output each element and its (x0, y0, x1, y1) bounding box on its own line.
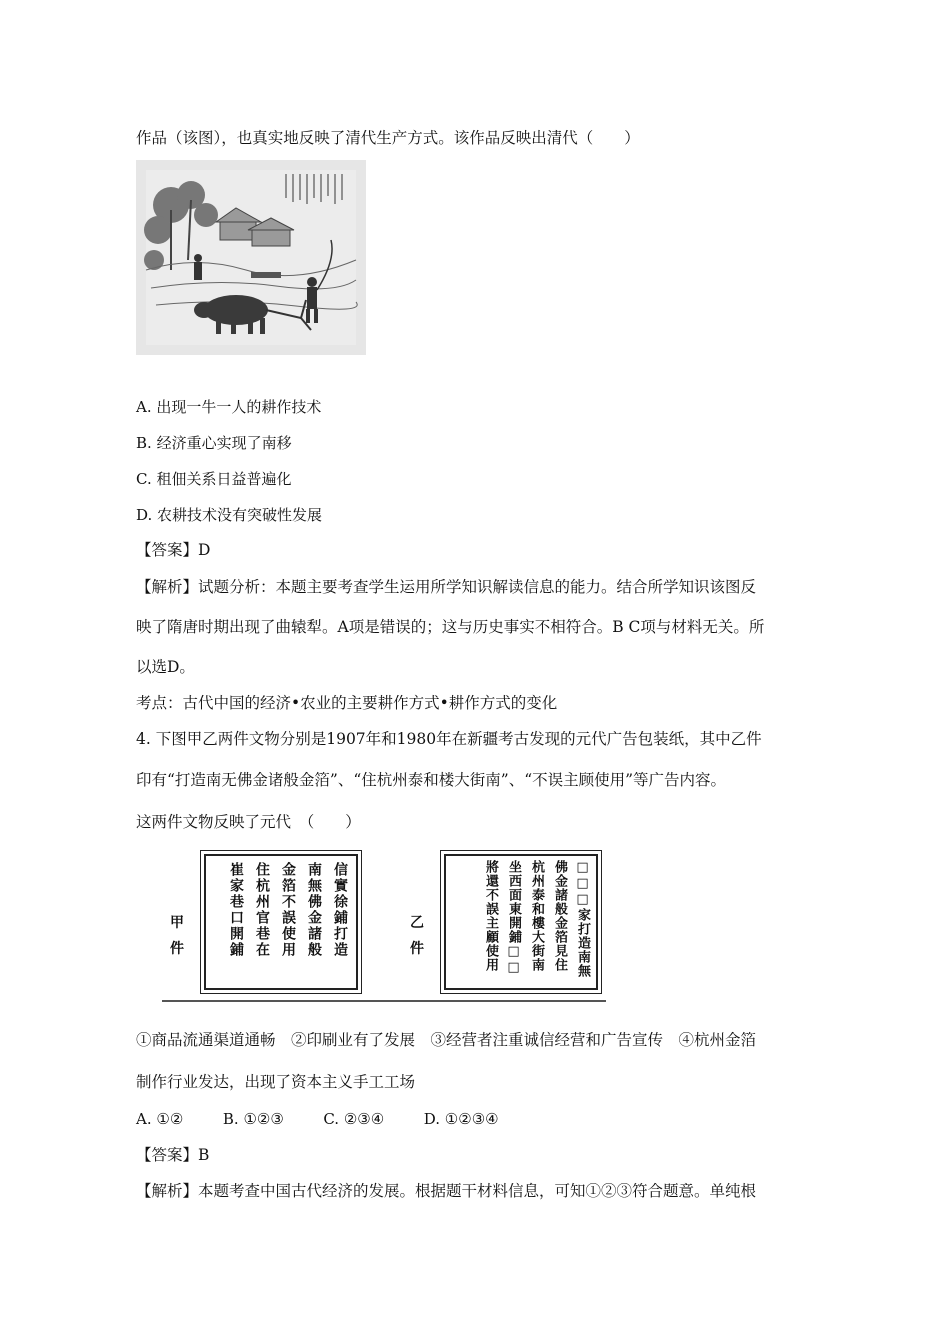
answer-label: 【答案】 (136, 541, 199, 559)
jia-artifact (204, 854, 358, 990)
q4-statements-line-2: 制作行业发达，出现了资本主义手工工场 (136, 1073, 416, 1091)
option-letter: D. (136, 506, 153, 524)
yi-label (410, 910, 424, 962)
analysis-text: 本题考查中国古代经济的发展。根据题干材料信息，可知①②③符合题意。单纯根 (198, 1182, 757, 1200)
yi-column: 坐西面東開鋪□□ (506, 860, 521, 976)
plowing-painting-image (136, 160, 366, 355)
q3-option-d (136, 505, 322, 525)
option-text: 出现一牛一人的耕作技术 (156, 398, 322, 416)
yi-column: 佛金諸般金箔見住 (552, 860, 567, 972)
yi-column: 將還不誤主顧使用 (483, 860, 498, 972)
jia-column: 崔家巷口開鋪 (228, 862, 244, 958)
option-letter: D. (423, 1110, 441, 1128)
option-letter: B. (136, 434, 152, 452)
q4-statements-line-1: ①商品流通渠道通畅 ②印刷业有了发展 ③经营者注重诚信经营和广告宣传 ④杭州金箔 (136, 1031, 757, 1049)
q3-analysis-line-1 (136, 577, 756, 597)
option-text: 农耕技术没有突破性发展 (157, 506, 323, 524)
answer-label: 【答案】 (136, 1146, 199, 1164)
option-text: ①②③④ (444, 1110, 499, 1128)
option-letter: C. (323, 1110, 340, 1128)
q4-option-b (223, 1110, 284, 1128)
q3-option-b (136, 433, 292, 453)
yi-column: □□□家打造南無 (575, 860, 590, 978)
yi-artifact (444, 854, 598, 990)
yi-label-char: 件 (410, 941, 424, 957)
option-text: 租佃关系日益普遍化 (156, 470, 292, 488)
option-letter: C. (136, 470, 152, 488)
q3-answer (136, 540, 210, 560)
jia-label (170, 910, 184, 962)
q3-kaodian: 考点：古代中国的经济•农业的主要耕作方式•耕作方式的变化 (136, 694, 558, 712)
q4-option-d (424, 1110, 499, 1128)
q4-stem-line-3: 这两件文物反映了元代 （ ） (136, 813, 361, 831)
option-letter: A. (136, 398, 152, 416)
option-text: 经济重心实现了南移 (156, 434, 292, 452)
q4-option-a (136, 1110, 183, 1128)
yi-column: 杭州泰和樓大街南 (529, 860, 544, 972)
jia-label-char: 甲 (170, 915, 184, 931)
answer-value: D (198, 541, 211, 559)
jia-label-char: 件 (170, 941, 184, 957)
option-letter: A. (136, 1110, 152, 1128)
option-letter: B. (222, 1110, 239, 1128)
option-text: ①② (156, 1110, 184, 1128)
answer-value: B (198, 1146, 210, 1164)
jia-column: 信實徐鋪打造 (332, 862, 348, 958)
jia-column: 住杭州官巷在 (254, 862, 270, 958)
q3-option-c (136, 469, 292, 489)
q4-option-c (323, 1110, 384, 1128)
q3-analysis-line-2: 映了隋唐时期出现了曲辕犁。A项是错误的；这与历史事实不相符合。B C项与材料无关。所 (136, 618, 765, 636)
jia-text-columns (226, 862, 350, 958)
jia-column: 南無佛金諸般 (306, 862, 322, 958)
q4-analysis (136, 1181, 756, 1201)
q4-options (136, 1109, 499, 1129)
q4-stem-line-2: 印有“打造南无佛金诸般金箔”、“住杭州泰和楼大街南”、“不误主顾使用”等广告内容。 (136, 771, 727, 789)
analysis-label: 【解析】 (136, 578, 199, 596)
q3-stem: 作品（该图），也真实地反映了清代生产方式。该作品反映出清代（ ） (136, 129, 640, 147)
yi-text-columns (481, 860, 592, 978)
yi-label-char: 乙 (410, 915, 424, 931)
plowing-painting-figure (136, 160, 366, 355)
option-text: ②③④ (343, 1110, 385, 1128)
jia-column: 金箔不誤使用 (280, 862, 296, 958)
q3-option-a (136, 397, 321, 417)
q4-stem-line-1: 4. 下图甲乙两件文物分别是1907年和1980年在新疆考古发现的元代广告包装纸，其中乙件 (136, 730, 762, 748)
option-text: ①②③ (243, 1110, 284, 1128)
wrapping-paper-figure (162, 848, 606, 1002)
analysis-text: 试题分析：本题主要考查学生运用所学知识解读信息的能力。结合所学知识该图反 (198, 578, 757, 596)
q3-analysis-line-3: 以选D。 (136, 658, 195, 676)
analysis-label: 【解析】 (136, 1182, 199, 1200)
q4-answer (136, 1145, 209, 1165)
